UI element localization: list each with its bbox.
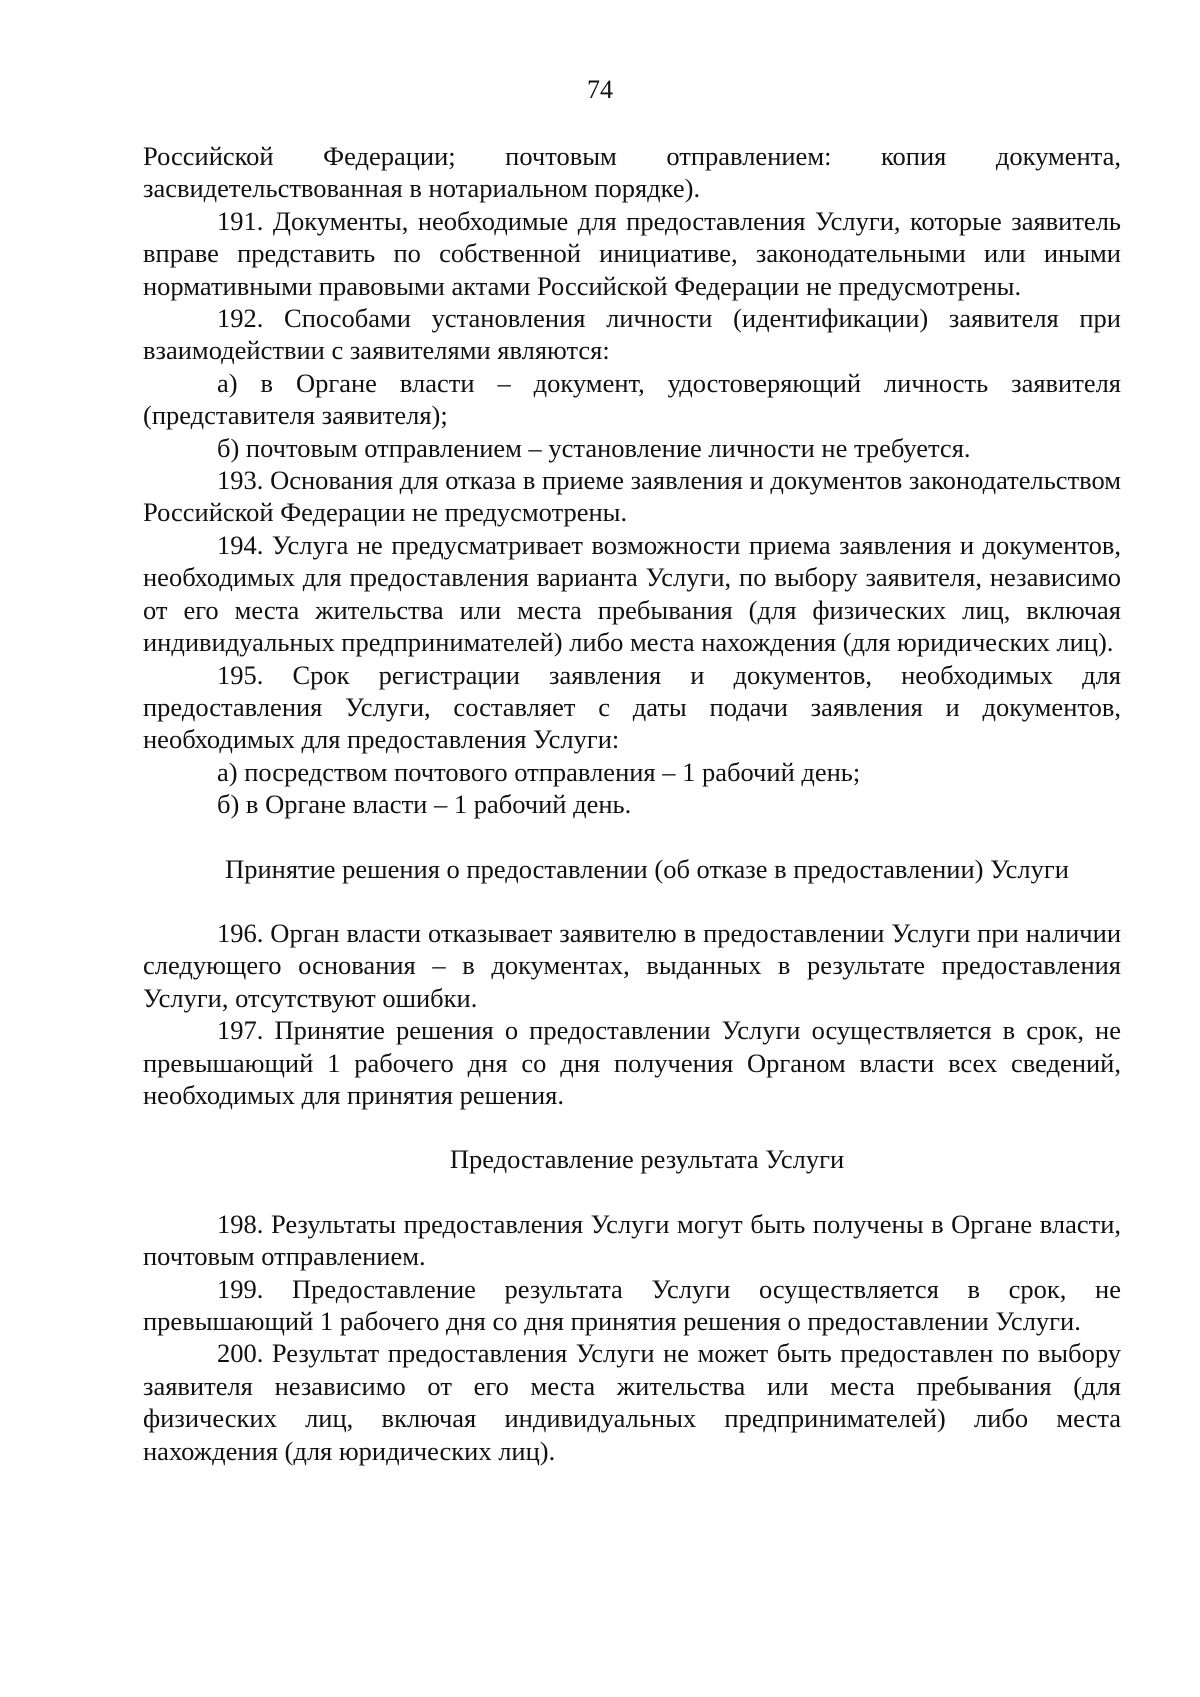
paragraph-192-a: а) в Органе власти – документ, удостоверяющий личность заявителя (представителя заявителя);	[143, 367, 1121, 431]
section-heading-decision: Принятие решения о предоставлении (об отказе в предоставлении) Услуги	[225, 853, 1069, 884]
paragraph-194: 194. Услуга не предусматривает возможности приема заявления и документов, необходимых для предоставления варианта Услуги, по выбору заявителя, независимо от его места жительства или места пребывания (для физических лиц, включая индивидуальных предпринимателей) либо места нахождения (для юридических лиц).	[143, 529, 1121, 658]
paragraph-193: 193. Основания для отказа в приеме заявления и документов законодательством Российской Федерации не предусмотрены.	[143, 465, 1121, 528]
paragraph-191: 191. Документы, необходимые для предоставления Услуги, которые заявитель вправе представить по собственной инициативе, законодательными или иными нормативными правовыми актами Российской Федерации не предусмотрены.	[143, 205, 1121, 301]
document-body	[143, 140, 1121, 1467]
paragraph-197: 197. Принятие решения о предоставлении Услуги осуществляется в срок, не превышающий 1 рабочего дня со дня получения Органом власти всех сведений, необходимых для принятия решения.	[143, 1015, 1121, 1110]
paragraph-192-b: б) почтовым отправлением – установление личности не требуется.	[217, 432, 971, 463]
paragraph-200: 200. Результат предоставления Услуги не может быть предоставлен по выбору заявителя независимо от его места жительства или места пребывания (для физических лиц, включая индивидуальных предпринимателей) либо места нахождения (для юридических лиц).	[143, 1338, 1121, 1466]
paragraph: Российской Федерации; почтовым отправлением: копия документа, засвидетельствованная в нотариальном порядке).	[143, 141, 1121, 204]
paragraph-192: 192. Способами установления личности (идентификации) заявителя при взаимодействии с заявителями являются:	[143, 303, 1121, 366]
paragraph-196: 196. Орган власти отказывает заявителю в предоставлении Услуги при наличии следующего основания – в документах, выданных в результате предоставления Услуги, отсутствуют ошибки.	[143, 917, 1121, 1013]
page-number: 74	[587, 75, 613, 104]
paragraph-199: 199. Предоставление результата Услуги осуществляется в срок, не превышающий 1 рабочего дня со дня принятия решения о предоставлении Услуги.	[143, 1273, 1121, 1336]
paragraph-195-b: б) в Органе власти – 1 рабочий день.	[217, 789, 632, 820]
section-heading-result: Предоставление результата Услуги	[449, 1144, 845, 1175]
paragraph-198: 198. Результаты предоставления Услуги могут быть получены в Органе власти, почтовым отправлением.	[143, 1208, 1121, 1272]
paragraph-195: 195. Срок регистрации заявления и документов, необходимых для предоставления Услуги, составляет с даты подачи заявления и документов, необходимых для предоставления Услуги:	[143, 659, 1121, 755]
paragraph-195-a: а) посредством почтового отправления – 1 рабочий день;	[217, 756, 861, 787]
